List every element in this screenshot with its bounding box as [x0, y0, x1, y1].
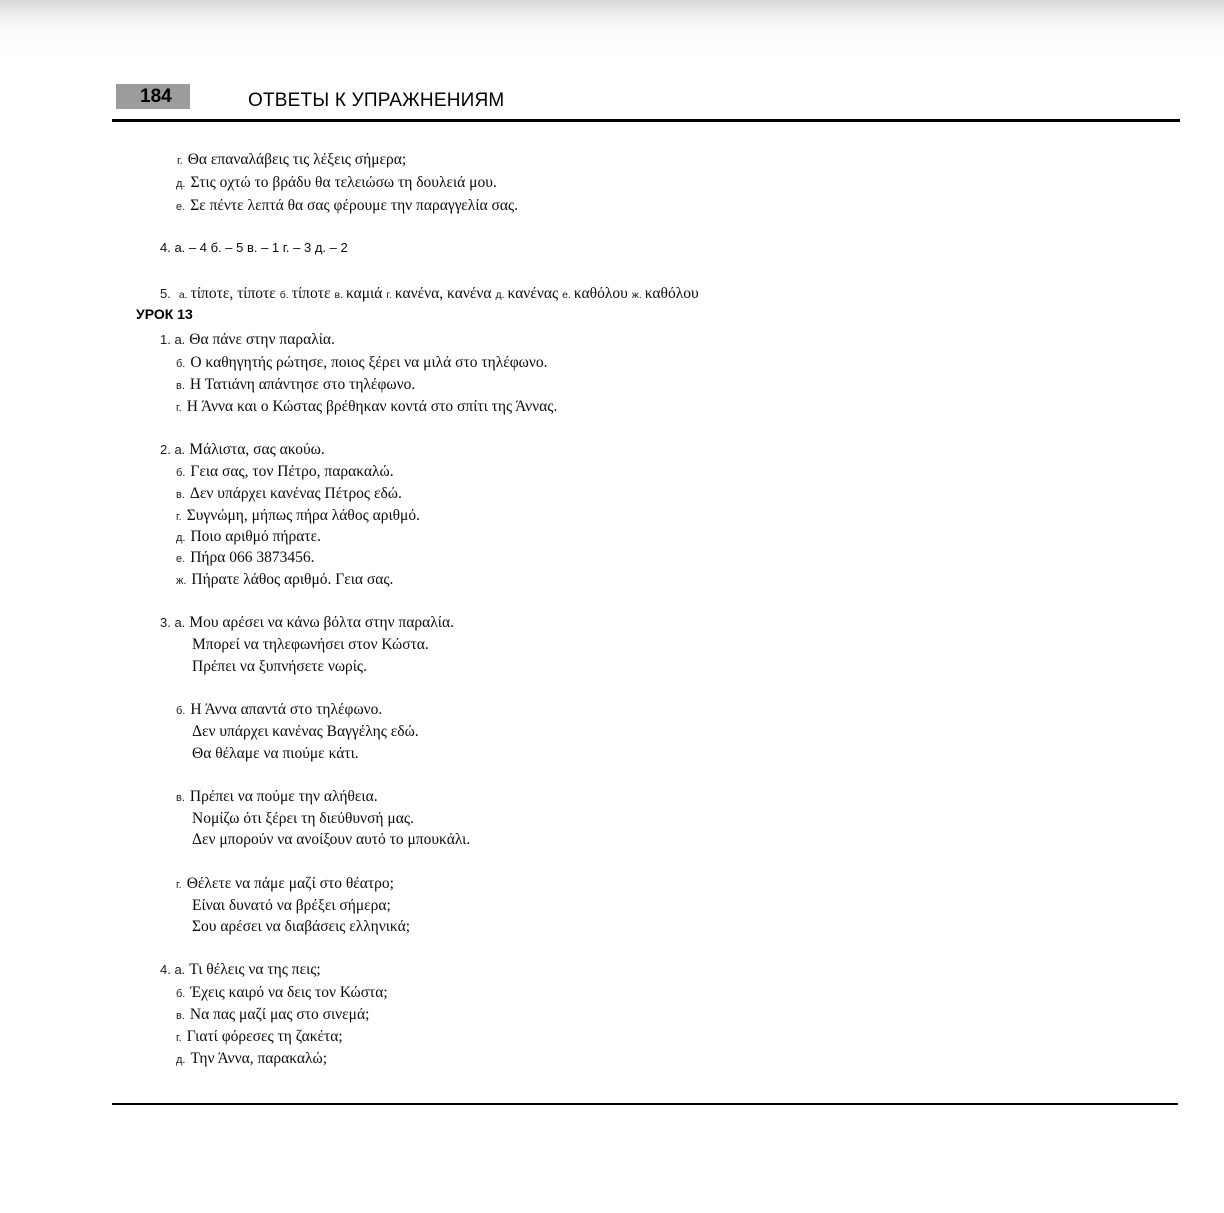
answer-line: ж. Πήρατε λάθος αριθμό. Γεια σας.	[176, 571, 394, 588]
answer-line: е. Σε πέντε λεπτά θα σας φέρουμε την παραγγελία σας.	[176, 197, 518, 214]
running-title: ОТВЕТЫ К УПРАЖНЕНИЯМ	[248, 90, 505, 111]
answer-line: 1. а. Θα πάνε στην παραλία.	[160, 331, 335, 348]
answer-line: д. Την Άννα, παρακαλώ;	[176, 1050, 328, 1067]
answer-line: в. Η Τατιάνη απάντησε στο τηλέφωνο.	[176, 376, 416, 393]
footer-rule	[112, 1103, 1178, 1105]
exercise-4-answers: 4. а. – 4 б. – 5 в. – 1 г. – 3 д. – 2	[160, 240, 348, 255]
answer-line: д. Ποιο αριθμό πήρατε.	[176, 528, 322, 545]
answer-line: б. Η Άννα απαντά στο τηλέφωνο.	[176, 701, 383, 718]
answer-line: 4. а. Τι θέλεις να της πεις;	[160, 961, 321, 978]
answer-line: б. Έχεις καιρό να δεις τον Κώστα;	[176, 984, 388, 1001]
page-number: 184	[116, 84, 190, 109]
answer-line: Πρέπει να ξυπνήσετε νωρίς.	[192, 658, 367, 675]
answer-line: г. Συγνώμη, μήπως πήρα λάθος αριθμό.	[176, 507, 420, 524]
header-rule	[112, 119, 1180, 122]
answer-line: в. Δεν υπάρχει κανένας Πέτρος εδώ.	[176, 485, 402, 502]
answer-line: г. Η Άννα και ο Κώστας βρέθηκαν κοντά στο σπίτι της Άννας.	[176, 398, 558, 415]
page-header	[112, 80, 1180, 124]
answer-line: е. Πήρα 066 3873456.	[176, 549, 315, 566]
answer-line: Μπορεί να τηλεφωνήσει στον Κώστα.	[192, 636, 429, 653]
answer-line: г. Θα επαναλάβεις τις λέξεις σήμερα;	[177, 151, 407, 168]
answer-line: б. Γεια σας, τον Πέτρο, παρακαλώ.	[176, 463, 394, 480]
answer-line: г. Θέλετε να πάμε μαζί στο θέατρο;	[176, 875, 394, 892]
answer-line: д. Στις οχτώ το βράδυ θα τελειώσω τη δουλειά μου.	[176, 174, 497, 191]
answer-line: Δεν υπάρχει κανένας Βαγγέλης εδώ.	[192, 723, 419, 740]
answer-line: Νομίζω ότι ξέρει τη διεύθυνσή μας.	[192, 810, 414, 827]
answer-line: 3. а. Μου αρέσει να κάνω βόλτα στην παραλία.	[160, 614, 454, 631]
answer-line: в. Πρέπει να πούμε την αλήθεια.	[176, 788, 378, 805]
lesson-heading: УРОК 13	[136, 306, 193, 322]
answer-line: в. Να πας μαζί μας στο σινεμά;	[176, 1006, 370, 1023]
answer-line: Σου αρέσει να διαβάσεις ελληνικά;	[192, 918, 411, 935]
answer-line: Θα θέλαμε να πιούμε κάτι.	[192, 745, 359, 762]
answer-line: Δεν μπορούν να ανοίξουν αυτό το μπουκάλι.	[192, 831, 471, 848]
exercise-5-answers: 5. а. τίποτε, τίποτε б. τίποτε в. καμιά г. κανένα, κανένα д. κανένας е. καθόλου ж. καθόλου	[160, 285, 699, 302]
answer-line: Είναι δυνατό να βρέξει σήμερα;	[192, 897, 391, 914]
answer-line: б. Ο καθηγητής ρώτησε, ποιος ξέρει να μιλά στο τηλέφωνο.	[176, 354, 548, 371]
answer-line: г. Γιατί φόρεσες τη ζακέτα;	[176, 1028, 343, 1045]
answer-line: 2. а. Μάλιστα, σας ακούω.	[160, 441, 325, 458]
